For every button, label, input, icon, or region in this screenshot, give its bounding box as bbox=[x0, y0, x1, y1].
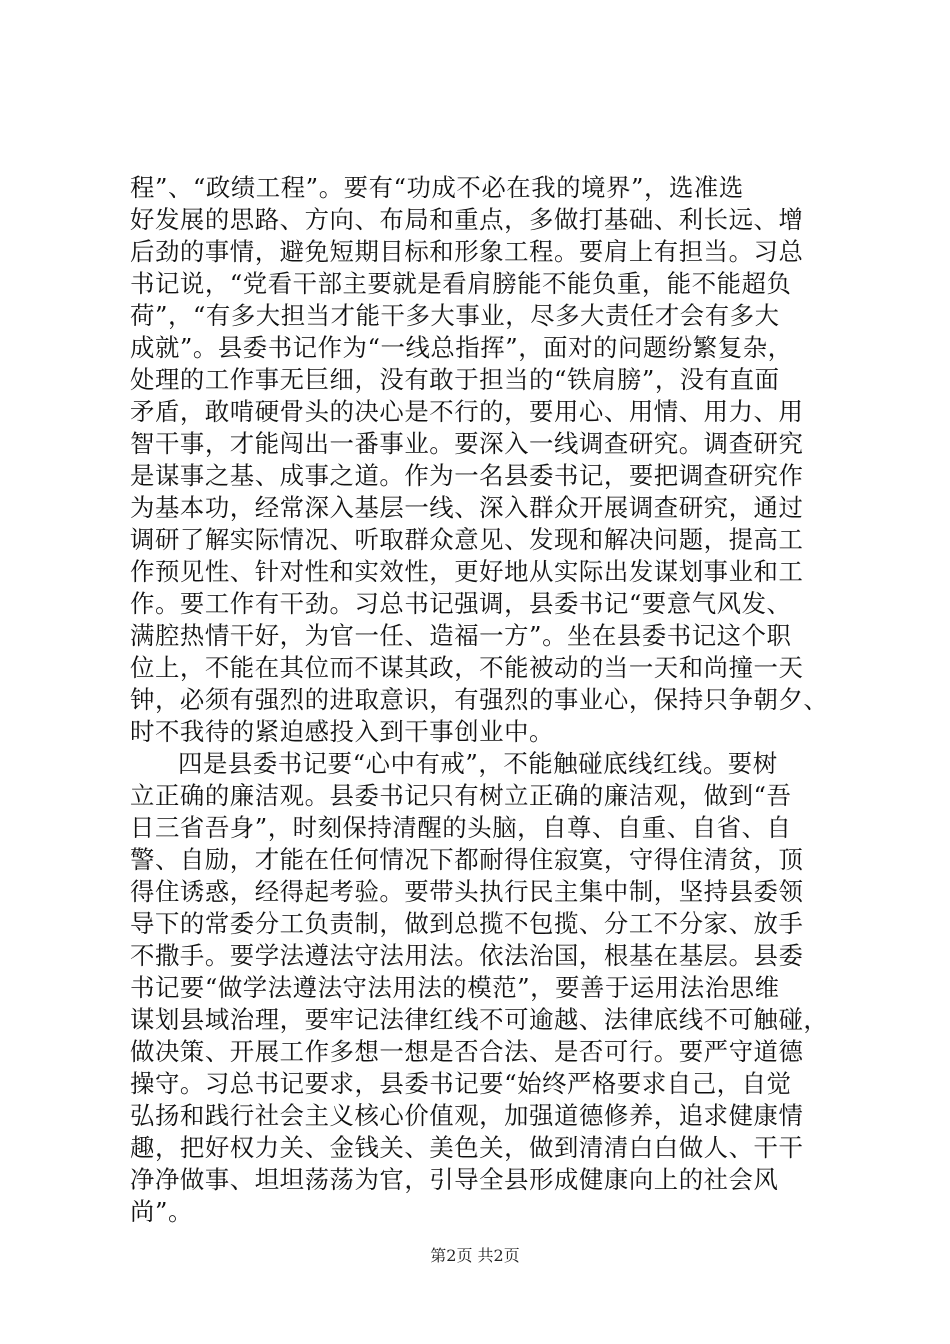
body-text bbox=[130, 172, 870, 1228]
text-line: 位上，不能在其位而不谋其政，不能被动的当一天和尚撞一天 bbox=[130, 653, 804, 682]
text-line: 满腔热情干好，为官一任、造福一方”。坐在县委书记这个职 bbox=[130, 621, 792, 650]
text-line: 智干事，才能闯出一番事业。要深入一线调查研究。调查研究 bbox=[130, 429, 804, 458]
text-line: 时不我待的紧迫感投入到干事创业中。 bbox=[130, 717, 554, 746]
text-line: 为基本功，经常深入基层一线、深入群众开展调查研究，通过 bbox=[130, 493, 804, 522]
text-line: 趣，把好权力关、金钱关、美色关，做到清清白白做人、干干 bbox=[130, 1133, 804, 1162]
text-line: 荷”，“有多大担当才能干多大事业，尽多大责任才会有多大 bbox=[130, 301, 780, 330]
text-line: 不撒手。要学法遵法守法用法。依法治国，根基在基层。县委 bbox=[130, 941, 804, 970]
paragraph bbox=[130, 748, 870, 1228]
text-line: 作预见性、针对性和实效性，更好地从实际出发谋划事业和工 bbox=[130, 557, 804, 586]
text-line: 成就”。县委书记作为“一线总指挥”，面对的问题纷繁复杂， bbox=[130, 333, 793, 362]
text-line: 作。要工作有干劲。习总书记强调，县委书记“要意气风发、 bbox=[130, 589, 792, 618]
text-line: 调研了解实际情况、听取群众意见、发现和解决问题，提高工 bbox=[130, 525, 804, 554]
text-line: 弘扬和践行社会主义核心价值观，加强道德修养，追求健康情 bbox=[130, 1101, 804, 1130]
text-line: 处理的工作事无巨细，没有敢于担当的“铁肩膀”，没有直面 bbox=[130, 365, 780, 394]
text-line: 好发展的思路、方向、布局和重点，多做打基础、利长远、增 bbox=[130, 205, 804, 234]
page-footer: 第2页 共2页 bbox=[430, 1246, 520, 1265]
text-line: 导下的常委分工负责制，做到总揽不包揽、分工不分家、放手 bbox=[130, 909, 804, 938]
text-line: 尚”。 bbox=[130, 1197, 193, 1226]
text-line: 立正确的廉洁观。县委书记只有树立正确的廉洁观，做到“吾 bbox=[130, 781, 792, 810]
text-line: 净净做事、坦坦荡荡为官，引导全县形成健康向上的社会风 bbox=[130, 1165, 779, 1194]
text-line: 程”、“政绩工程”。要有“功成不必在我的境界”，选准选 bbox=[130, 173, 744, 202]
text-line: 四是县委书记要“心中有戒”，不能触碰底线红线。要树 bbox=[178, 749, 778, 778]
text-line: 做决策、开展工作多想一想是否合法、是否可行。要严守道德 bbox=[130, 1037, 804, 1066]
text-line: 书记要“做学法遵法守法用法的模范”，要善于运用法治思维 bbox=[130, 973, 780, 1002]
text-line: 是谋事之基、成事之道。作为一名县委书记，要把调查研究作 bbox=[130, 461, 804, 490]
text-line: 矛盾，敢啃硬骨头的决心是不行的，要用心、用情、用力、用 bbox=[130, 397, 804, 426]
text-line: 日三省吾身”，时刻保持清醒的头脑，自尊、自重、自省、自 bbox=[130, 813, 792, 842]
text-line: 得住诱惑，经得起考验。要带头执行民主集中制，坚持县委领 bbox=[130, 877, 804, 906]
paragraph bbox=[130, 172, 870, 748]
text-line: 操守。习总书记要求，县委书记要“始终严格要求自己，自觉 bbox=[130, 1069, 792, 1098]
text-line: 钟，必须有强烈的进取意识，有强烈的事业心，保持只争朝夕、 bbox=[130, 685, 829, 714]
text-line: 警、自励，才能在任何情况下都耐得住寂寞，守得住清贫，顶 bbox=[130, 845, 804, 874]
text-line: 谋划县域治理，要牢记法律红线不可逾越、法律底线不可触碰， bbox=[130, 1005, 829, 1034]
text-line: 后劲的事情，避免短期目标和形象工程。要肩上有担当。习总 bbox=[130, 237, 804, 266]
text-line: 书记说，“党看干部主要就是看肩膀能不能负重，能不能超负 bbox=[130, 269, 792, 298]
